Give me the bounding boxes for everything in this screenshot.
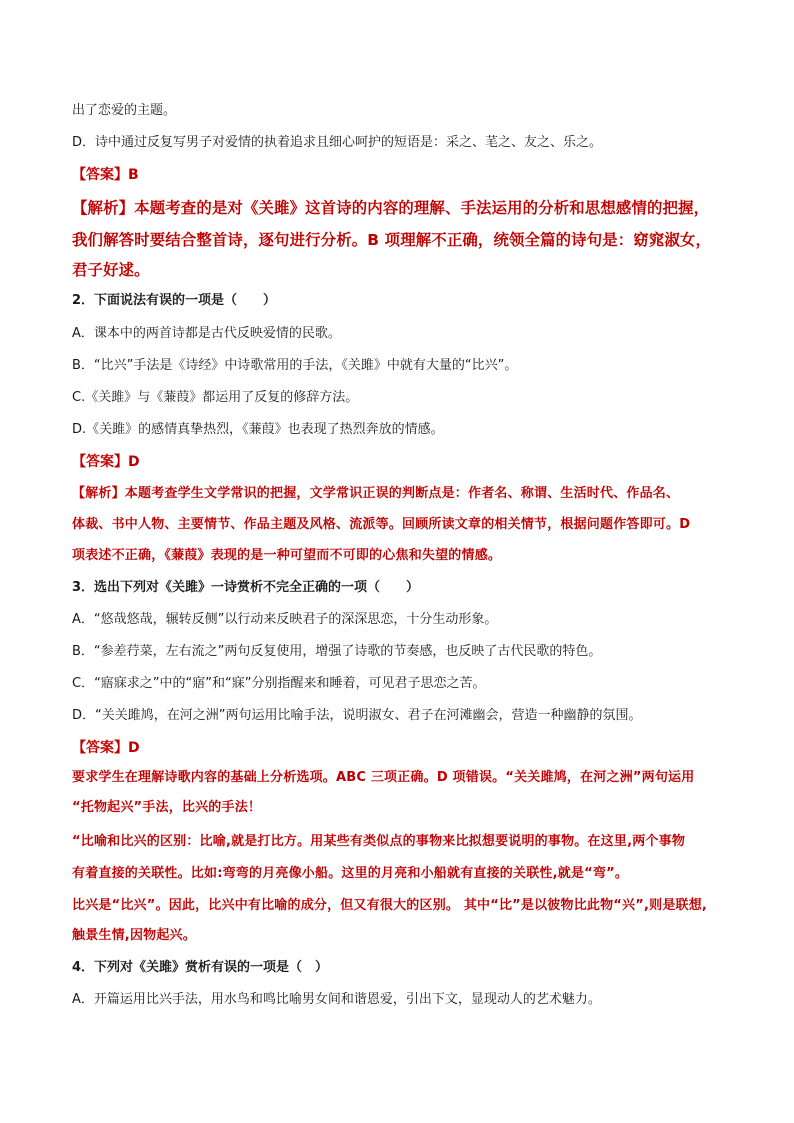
explanation-line: 君子好逑。	[72, 261, 150, 279]
option-d: D.《关雎》的感情真挚热烈，《蒹葭》也表现了热烈奔放的情感。	[72, 422, 444, 437]
explanation-line: “比喻和比兴的区别：比喻,就是打比方。用某些有类似点的事物来比拟想要说明的事物。在这里,两个事物	[72, 834, 686, 849]
answer-label: 【答案】B	[72, 167, 139, 183]
option-a: A．课本中的两首诗都是古代反映爱情的民歌。	[72, 326, 341, 341]
question-4: 4．下列对《关雎》赏析有误的一项是（ ）	[72, 960, 329, 975]
explanation-line: 【解析】本题考查学生文学常识的把握，文学常识正误的判断点是：作者名、称谓、生活时代、作品名、	[72, 486, 680, 501]
explanation-line: 比兴是“比兴”。因此，比兴中有比喻的成分，但又有很大的区别。 其中“比”是以彼物比此物“兴”,则是联想,	[72, 898, 708, 913]
paragraph-continuation: 出了恋爱的主题。	[72, 103, 177, 118]
question-2: 2．下面说法有误的一项是（ ）	[72, 293, 277, 308]
option-d: D．“关关雎鸠，在河之洲”两句运用比喻手法，说明淑女、君子在河滩幽会，营造一种幽静的氛围。	[72, 708, 642, 723]
option-c: C.《关雎》与《蒹葭》都运用了反复的修辞方法。	[72, 390, 359, 405]
explanation-line: “托物起兴”手法，比兴的手法！	[72, 800, 262, 815]
option-d: D．诗中通过反复写男子对爱情的执着追求且细心呵护的短语是：采之、芼之、友之、乐之。	[72, 135, 603, 150]
explanation-line: 要求学生在理解诗歌内容的基础上分析选项。ABC 三项正确。D 项错误。“关关雎鸠，在河之洲”两句运用	[72, 770, 695, 785]
option-c: C．“寤寐求之”中的“寤”和“寐”分别指醒来和睡着，可见君子思恋之苦。	[72, 676, 486, 691]
explanation-line: 有着直接的关联性。比如:弯弯的月亮像小船。这里的月亮和小船就有直接的关联性,就是“弯”。	[72, 866, 629, 881]
option-b: B．“参差荇菜，左右流之”两句反复使用，增强了诗歌的节奏感，也反映了古代民歌的特色。	[72, 644, 602, 659]
option-b: B．“比兴”手法是《诗经》中诗歌常用的手法，《关雎》中就有大量的“比兴”。	[72, 358, 518, 373]
explanation-line: 体裁、书中人物、主要情节、作品主题及风格、流派等。回顾所读文章的相关情节，根据问题作答即可。D	[72, 517, 691, 532]
explanation-line: 触景生情,因物起兴。	[72, 928, 196, 943]
answer-label: 【答案】D	[72, 454, 140, 470]
option-a: A．开篇运用比兴手法，用水鸟和鸣比喻男女间和谐恩爱，引出下文，显现动人的艺术魅力。	[72, 992, 601, 1007]
option-a: A．“悠哉悠哉，辗转反侧”以行动来反映君子的深深思恋，十分生动形象。	[72, 612, 498, 627]
explanation-line: 项表述不正确，《蒹葭》表现的是一种可望而不可即的心焦和失望的情感。	[72, 548, 502, 563]
question-3: 3．选出下列对《关雎》一诗赏析不完全正确的一项（ ）	[72, 580, 420, 595]
answer-label: 【答案】D	[72, 740, 140, 756]
explanation-line: 【解析】本题考查的是对《关雎》这首诗的内容的理解、手法运用的分析和思想感情的把握，	[72, 199, 710, 217]
explanation-line: 我们解答时要结合整首诗，逐句进行分析。B 项理解不正确，统领全篇的诗句是：窈窕淑女，	[72, 231, 712, 249]
